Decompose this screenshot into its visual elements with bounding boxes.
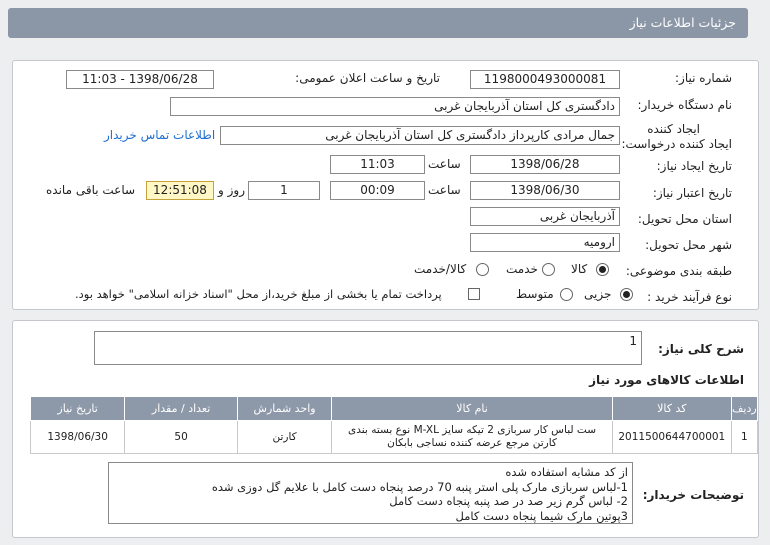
category-service-label: خدمت: [506, 262, 538, 276]
row-unit: کارتن: [237, 421, 331, 454]
buyer-note-line: 1-لباس سربازی مارک پلی استر پنبه 70 درصد پنجاه دست کامل با علایم گل دوزی شده: [211, 479, 628, 494]
items-table: [30, 396, 758, 454]
valid-date-label: تاریخ اعتبار نیاز:: [652, 186, 732, 200]
process-medium-label: متوسط: [516, 287, 554, 301]
process-label: نوع فرآیند خرید :: [647, 290, 732, 304]
province-label: استان محل تحویل:: [637, 212, 732, 226]
remaining-time-field: 12:51:08: [146, 181, 214, 200]
valid-time-label: ساعت: [428, 183, 461, 197]
buyer-note-line: از کد مشابه استفاده شده: [505, 465, 628, 479]
create-date-label: تاریخ ایجاد نیاز:: [656, 159, 732, 173]
province-field: آذربایجان غربی: [470, 207, 620, 226]
col-row: ردیف: [731, 397, 757, 421]
process-minor-radio[interactable]: [620, 288, 633, 301]
announce-field: 1398/06/28 - 11:03: [66, 70, 214, 89]
need-number-label: شماره نیاز:: [675, 71, 732, 85]
buyer-note-line: 2- لباس گرم زیر صد در صد پنبه پنجاه دست کامل: [389, 494, 628, 508]
page-title: جزئیات اطلاعات نیاز: [629, 15, 736, 30]
create-time-label: ساعت: [428, 157, 461, 171]
city-label: شهر محل تحویل:: [645, 238, 732, 252]
requester-label: ایجاد کننده درخواست:: [621, 137, 732, 151]
col-name: نام کالا: [332, 397, 613, 421]
need-number-field: 1198000493000081: [470, 70, 620, 89]
buyer-note-line: 3پوتین مارک شیما پنجاه دست کامل: [455, 508, 628, 523]
create-time-field: 11:03: [330, 155, 425, 174]
row-number: 1: [731, 421, 757, 454]
days-label: روز و: [218, 183, 245, 197]
buyer-contact-link[interactable]: اطلاعات تماس خریدار: [104, 128, 216, 142]
treasury-payment-checkbox[interactable]: [468, 288, 480, 300]
create-date-field: 1398/06/28: [470, 155, 620, 174]
remaining-label: ساعت باقی مانده: [46, 183, 136, 197]
category-both-label: کالا/خدمت: [414, 262, 467, 276]
row-code: 2011500644700001: [612, 421, 731, 454]
process-minor-label: جزیی: [584, 287, 612, 301]
treasury-payment-note: پرداخت تمام یا بخشی از مبلغ خرید،از محل "اسناد خزانه اسلامی" خواهد بود.: [75, 287, 442, 301]
col-date: تاریخ نیاز: [31, 397, 125, 421]
city-field: ارومیه: [470, 233, 620, 252]
col-code: کد کالا: [612, 397, 731, 421]
buyer-notes-label: توضیحات خریدار:: [642, 488, 744, 502]
announce-label: تاریخ و ساعت اعلان عمومی:: [295, 71, 440, 85]
table-row: [31, 421, 758, 454]
summary-field: 1: [94, 331, 642, 365]
items-table-header: [31, 397, 758, 421]
remaining-days-field: 1: [248, 181, 320, 200]
summary-label: شرح کلی نیاز:: [658, 342, 744, 356]
buyer-org-field: دادگستری کل استان آذربایجان غربی: [170, 97, 620, 116]
buyer-notes-box: [108, 462, 633, 524]
page-header: [8, 8, 748, 38]
category-goods-radio[interactable]: [596, 263, 609, 276]
requester-label-1: ایجاد کننده: [647, 122, 700, 136]
valid-time-field: 00:09: [330, 181, 425, 200]
category-goods-label: کالا: [571, 262, 588, 276]
col-quantity: تعداد / مقدار: [125, 397, 238, 421]
process-medium-radio[interactable]: [560, 288, 573, 301]
row-name: ست لباس کار سربازی 2 تیکه سایز M-XL نوع بسته بندی کارتن مرجع عرضه کننده نساجی بابکان: [332, 421, 613, 454]
category-label: طبقه بندی موضوعی:: [625, 264, 732, 278]
valid-date-field: 1398/06/30: [470, 181, 620, 200]
row-quantity: 50: [125, 421, 238, 454]
category-service-radio[interactable]: [542, 263, 555, 276]
items-section-title: اطلاعات کالاهای مورد نیاز: [589, 373, 744, 387]
requester-field: جمال مرادی کارپرداز دادگستری کل استان آذربایجان غربی: [220, 126, 620, 145]
buyer-org-label: نام دستگاه خریدار:: [637, 98, 732, 112]
col-unit: واحد شمارش: [237, 397, 331, 421]
category-both-radio[interactable]: [476, 263, 489, 276]
row-date: 1398/06/30: [31, 421, 125, 454]
